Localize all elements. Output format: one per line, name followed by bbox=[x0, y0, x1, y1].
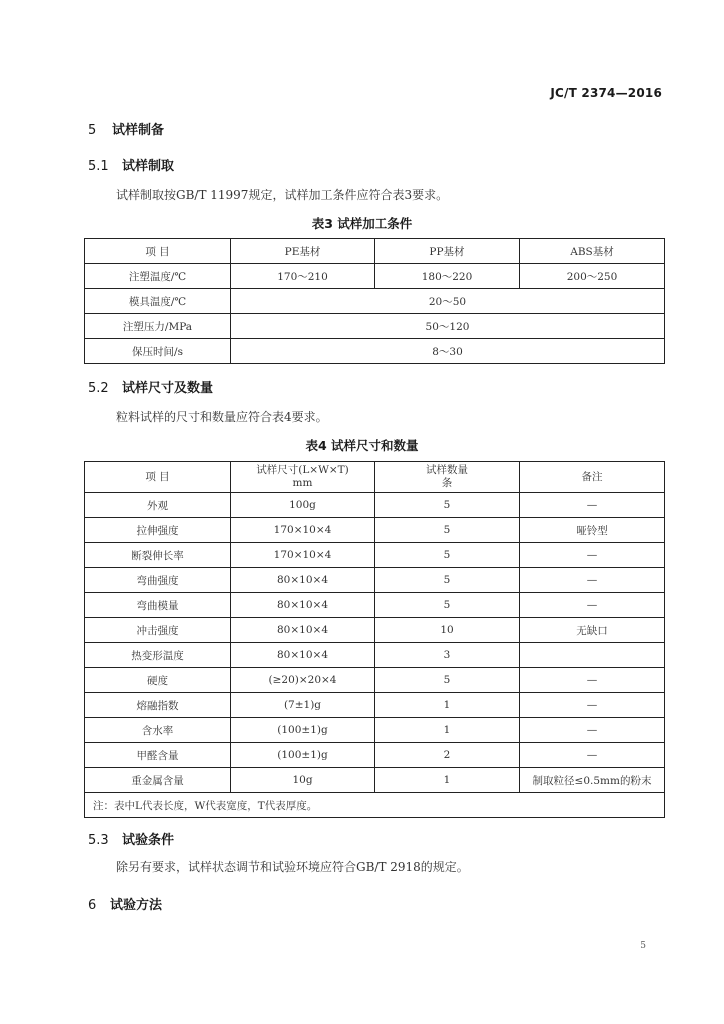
header-cell: ABS基材 bbox=[520, 239, 665, 264]
section-number: 6 bbox=[88, 898, 97, 913]
row-label: 冲击强度 bbox=[85, 618, 231, 643]
cell-value-merged: 50～120 bbox=[231, 314, 665, 339]
paragraph-5-2: 粒料试样的尺寸和数量应符合表4要求。 bbox=[116, 410, 328, 424]
table4-caption: 表4 试样尺寸和数量 bbox=[305, 438, 419, 453]
cell-remark: — bbox=[520, 568, 665, 593]
cell-count: 5 bbox=[375, 493, 520, 518]
cell-count: 1 bbox=[375, 718, 520, 743]
cell-remark: — bbox=[520, 668, 665, 693]
standard-code: JC/T 2374—2016 bbox=[550, 86, 662, 100]
header-count-line2: 条 bbox=[441, 477, 453, 489]
cell-remark: — bbox=[520, 593, 665, 618]
table4-body bbox=[85, 493, 665, 793]
header-cell: 备注 bbox=[520, 462, 665, 493]
section-number: 5 bbox=[88, 123, 97, 138]
table-row bbox=[85, 543, 665, 568]
table-header-row bbox=[85, 239, 665, 264]
cell-remark: 无缺口 bbox=[520, 618, 665, 643]
row-label: 拉伸强度 bbox=[85, 518, 231, 543]
row-label: 含水率 bbox=[85, 718, 231, 743]
cell-size: 170×10×4 bbox=[231, 543, 375, 568]
row-label: 甲醛含量 bbox=[85, 743, 231, 768]
row-label: 注塑压力/MPa bbox=[85, 314, 231, 339]
row-label: 保压时间/s bbox=[85, 339, 231, 364]
row-label: 硬度 bbox=[85, 668, 231, 693]
header-cell: 项 目 bbox=[85, 239, 231, 264]
table-row bbox=[85, 593, 665, 618]
header-cell: 项 目 bbox=[85, 462, 231, 493]
section-title: 试样制取 bbox=[122, 159, 175, 174]
paragraph-5-3: 除另有要求，试样状态调节和试验环境应符合GB/T 2918的规定。 bbox=[116, 860, 469, 874]
table-row bbox=[85, 518, 665, 543]
cell-count: 1 bbox=[375, 768, 520, 793]
cell-value-merged: 20～50 bbox=[231, 289, 665, 314]
section-number: 5.3 bbox=[88, 833, 109, 848]
table-row bbox=[85, 668, 665, 693]
section-6-heading bbox=[88, 894, 162, 913]
header-cell: PE基材 bbox=[231, 239, 375, 264]
row-label: 熔融指数 bbox=[85, 693, 231, 718]
table-row bbox=[85, 493, 665, 518]
cell-count: 5 bbox=[375, 568, 520, 593]
cell-size: 10g bbox=[231, 768, 375, 793]
table-row bbox=[85, 289, 665, 314]
cell-size: 100g bbox=[231, 493, 375, 518]
section-5-heading bbox=[88, 119, 164, 138]
cell-size: 170×10×4 bbox=[231, 518, 375, 543]
table-row bbox=[85, 618, 665, 643]
section-title: 试样制备 bbox=[112, 123, 165, 138]
header-cell bbox=[375, 462, 520, 493]
section-title: 试样尺寸及数量 bbox=[122, 381, 214, 396]
cell-remark: 哑铃型 bbox=[520, 518, 665, 543]
section-5-1-heading bbox=[88, 155, 174, 174]
table-row bbox=[85, 768, 665, 793]
table-4 bbox=[84, 461, 665, 818]
table-row bbox=[85, 264, 665, 289]
table-row bbox=[85, 339, 665, 364]
table-row bbox=[85, 693, 665, 718]
header-count-line1: 试样数量 bbox=[426, 464, 468, 476]
row-label: 注塑温度/℃ bbox=[85, 264, 231, 289]
cell-remark: — bbox=[520, 718, 665, 743]
section-5-3-heading bbox=[88, 829, 174, 848]
cell-count: 5 bbox=[375, 593, 520, 618]
table-row bbox=[85, 743, 665, 768]
cell-remark bbox=[520, 643, 665, 668]
cell-count: 5 bbox=[375, 543, 520, 568]
cell-count: 2 bbox=[375, 743, 520, 768]
cell-size: 80×10×4 bbox=[231, 568, 375, 593]
cell-count: 5 bbox=[375, 518, 520, 543]
page-number: 5 bbox=[640, 941, 646, 951]
header-cell bbox=[231, 462, 375, 493]
header-size-line2: mm bbox=[292, 477, 313, 489]
cell-value: 200～250 bbox=[520, 264, 665, 289]
row-label: 断裂伸长率 bbox=[85, 543, 231, 568]
cell-size: (100±1)g bbox=[231, 743, 375, 768]
table-row bbox=[85, 643, 665, 668]
section-title: 试验条件 bbox=[122, 833, 175, 848]
table-3 bbox=[84, 238, 665, 364]
header-cell: PP基材 bbox=[375, 239, 520, 264]
row-label: 重金属含量 bbox=[85, 768, 231, 793]
section-number: 5.1 bbox=[88, 159, 109, 174]
cell-size: 80×10×4 bbox=[231, 593, 375, 618]
table-note: 注：表中L代表长度，W代表宽度，T代表厚度。 bbox=[85, 793, 665, 818]
cell-remark: — bbox=[520, 493, 665, 518]
row-label: 弯曲模量 bbox=[85, 593, 231, 618]
table-row bbox=[85, 568, 665, 593]
section-title: 试验方法 bbox=[110, 898, 163, 913]
cell-count: 10 bbox=[375, 618, 520, 643]
row-label: 热变形温度 bbox=[85, 643, 231, 668]
cell-size: (≥20)×20×4 bbox=[231, 668, 375, 693]
cell-size: (100±1)g bbox=[231, 718, 375, 743]
cell-count: 3 bbox=[375, 643, 520, 668]
cell-remark: — bbox=[520, 743, 665, 768]
row-label: 弯曲强度 bbox=[85, 568, 231, 593]
cell-remark: — bbox=[520, 693, 665, 718]
cell-value-merged: 8～30 bbox=[231, 339, 665, 364]
cell-value: 180～220 bbox=[375, 264, 520, 289]
table-row bbox=[85, 314, 665, 339]
cell-size: (7±1)g bbox=[231, 693, 375, 718]
table-note-row bbox=[85, 793, 665, 818]
cell-size: 80×10×4 bbox=[231, 618, 375, 643]
cell-count: 1 bbox=[375, 693, 520, 718]
row-label: 外观 bbox=[85, 493, 231, 518]
cell-count: 5 bbox=[375, 668, 520, 693]
cell-size: 80×10×4 bbox=[231, 643, 375, 668]
cell-remark: — bbox=[520, 543, 665, 568]
cell-value: 170～210 bbox=[231, 264, 375, 289]
table3-caption: 表3 试样加工条件 bbox=[311, 216, 413, 231]
table-header-row bbox=[85, 462, 665, 493]
paragraph-5-1: 试样制取按GB/T 11997规定，试样加工条件应符合表3要求。 bbox=[116, 188, 449, 202]
cell-remark: 制取粒径≤0.5mm的粉末 bbox=[520, 768, 665, 793]
row-label: 模具温度/℃ bbox=[85, 289, 231, 314]
header-size-line1: 试样尺寸(L×W×T) bbox=[256, 464, 349, 476]
section-5-2-heading bbox=[88, 377, 213, 396]
section-number: 5.2 bbox=[88, 381, 109, 396]
table-row bbox=[85, 718, 665, 743]
